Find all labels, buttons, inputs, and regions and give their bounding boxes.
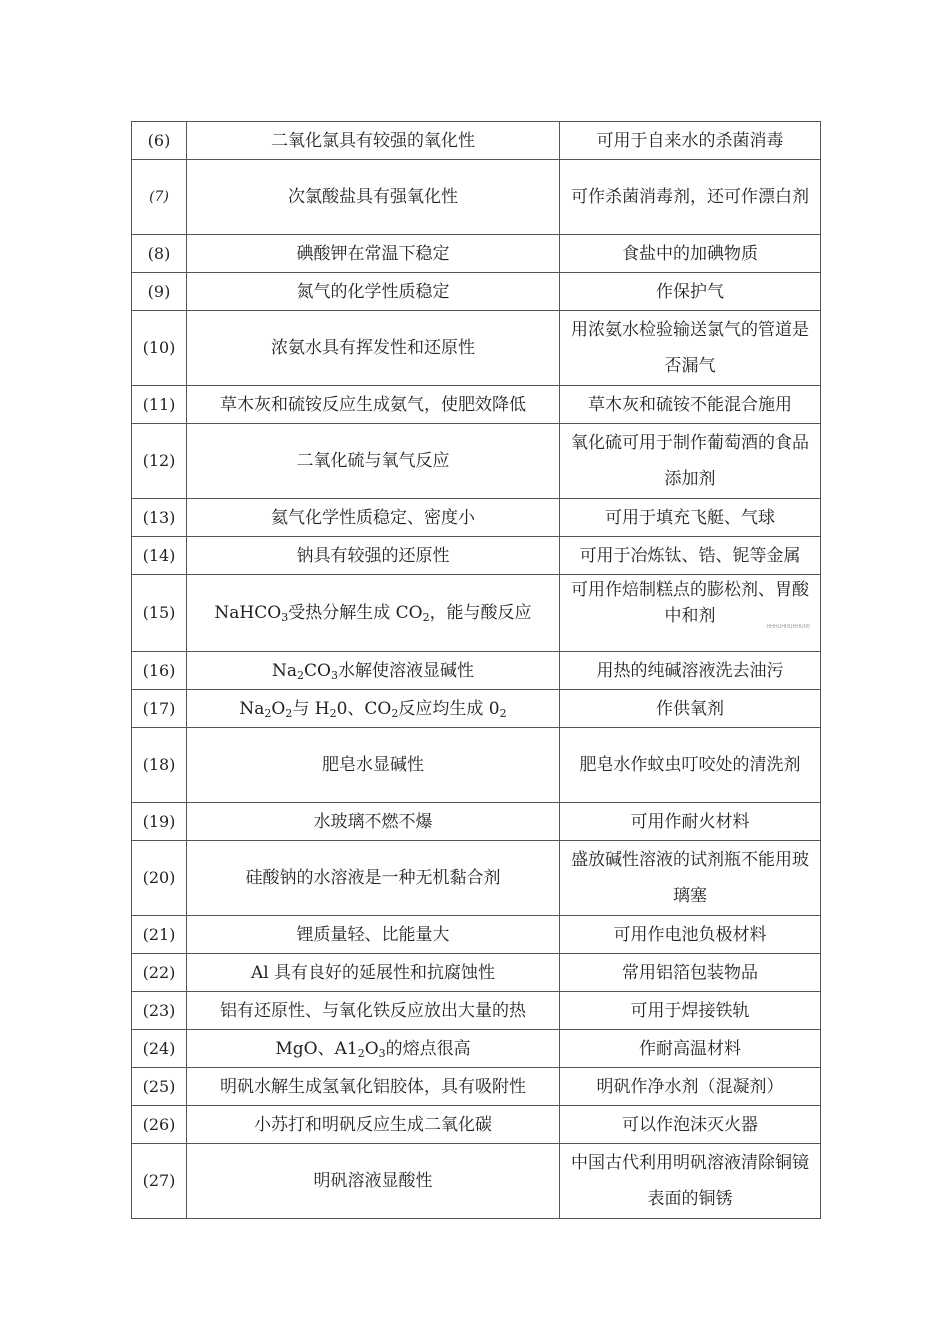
- properties-uses-table: [131, 121, 821, 1219]
- property-cell: 硅酸钠的水溶液是一种无机黏合剂: [187, 841, 560, 916]
- property-cell: [187, 652, 560, 690]
- formula-subscript: 3: [281, 611, 289, 624]
- use-cell: 草木灰和硫铵不能混合施用: [560, 386, 821, 424]
- property-cell: 碘酸钾在常温下稳定: [187, 235, 560, 273]
- row-number: (26): [132, 1106, 187, 1144]
- use-cell: [560, 575, 821, 652]
- property-cell: 明矾水解生成氢氧化铝胶体，具有吸附性: [187, 1068, 560, 1106]
- table-row: [132, 160, 821, 235]
- formula-part: ，能与酸反应: [429, 603, 532, 623]
- formula-subscript: 2: [285, 706, 293, 720]
- formula-subscript: 2: [499, 706, 507, 720]
- property-cell: 钠具有较强的还原性: [187, 537, 560, 575]
- property-cell: 小苏打和明矾反应生成二氧化碳: [187, 1106, 560, 1144]
- property-cell: 水玻璃不燃不爆: [187, 803, 560, 841]
- table-row: [132, 1144, 821, 1219]
- use-cell: 作耐高温材料: [560, 1030, 821, 1068]
- row-number: (12): [132, 424, 187, 499]
- table-row: [132, 728, 821, 803]
- formula-subscript: 2: [391, 706, 399, 720]
- use-cell: 可以作泡沫灭火器: [560, 1106, 821, 1144]
- row-number: (16): [132, 652, 187, 690]
- table-row: [132, 537, 821, 575]
- row-number: (24): [132, 1030, 187, 1068]
- formula-part: NaHCO: [214, 603, 282, 623]
- formula-subscript: 3: [330, 668, 338, 682]
- table-row: [132, 235, 821, 273]
- row-number: (27): [132, 1144, 187, 1219]
- property-cell: 铝有还原性、与氧化铁反应放出大量的热: [187, 992, 560, 1030]
- table-row: [132, 273, 821, 311]
- use-cell: 中国古代利用明矾溶液清除铜镜表面的铜锈: [560, 1144, 821, 1219]
- row-number: (6): [132, 122, 187, 160]
- use-cell: 作保护气: [560, 273, 821, 311]
- use-cell: 肥皂水作蚊虫叮咬处的清洗剂: [560, 728, 821, 803]
- formula-subscript: 2: [422, 611, 430, 624]
- use-cell: [560, 537, 821, 575]
- row-number: (17): [132, 690, 187, 728]
- formula-part: O: [271, 698, 286, 719]
- use-cell: 可作杀菌消毒剂，还可作漂白剂: [560, 160, 821, 235]
- property-cell: Al 具有良好的延展性和抗腐蚀性: [187, 954, 560, 992]
- formula-part: 的熔点很高: [385, 1038, 471, 1059]
- row-number: (23): [132, 992, 187, 1030]
- property-cell: 明矾溶液显酸性: [187, 1144, 560, 1219]
- table-row: [132, 386, 821, 424]
- use-cell: 盛放碱性溶液的试剂瓶不能用玻璃塞: [560, 841, 821, 916]
- use-cell: 可用于焊接铁轨: [560, 992, 821, 1030]
- formula-part: MgO、A1: [275, 1038, 358, 1059]
- table-row: [132, 122, 821, 160]
- formula-part: 反应均生成 0: [398, 698, 500, 719]
- row-number: (14): [132, 537, 187, 575]
- row-number: (20): [132, 841, 187, 916]
- formula-part: 0、CO: [336, 698, 392, 719]
- use-cell: 氧化硫可用于制作葡萄酒的食品添加剂: [560, 424, 821, 499]
- watermark-stamp: HHHUHHUHHU00: [766, 624, 810, 630]
- formula-subscript: 2: [297, 668, 305, 682]
- table-row: [132, 311, 821, 386]
- table-row: [132, 652, 821, 690]
- formula-part: Na: [239, 698, 265, 719]
- table-row: [132, 841, 821, 916]
- property-cell: 次氯酸盐具有强氧化性: [187, 160, 560, 235]
- property-cell: [187, 575, 560, 652]
- table-row: [132, 954, 821, 992]
- property-cell: [187, 690, 560, 728]
- use-cell: 用浓氨水检验输送氯气的管道是否漏气: [560, 311, 821, 386]
- use-cell: 用热的纯碱溶液洗去油污: [560, 652, 821, 690]
- formula-subscript: 2: [264, 706, 272, 720]
- formula-part: CO: [304, 660, 331, 681]
- property-cell: 锂质量轻、比能量大: [187, 916, 560, 954]
- formula-part: 受热分解生成 CO: [288, 603, 423, 623]
- table-row: [132, 803, 821, 841]
- property-cell: [187, 1030, 560, 1068]
- use-text: 可用于冶炼钛、锆、铌等金属: [579, 545, 801, 566]
- row-number: (7): [132, 160, 187, 235]
- formula-subscript: 3: [378, 1046, 386, 1060]
- property-cell: 氮气的化学性质稳定: [187, 273, 560, 311]
- formula-part: O: [364, 1038, 379, 1059]
- table-row: [132, 499, 821, 537]
- row-number: (19): [132, 803, 187, 841]
- table-row: [132, 1106, 821, 1144]
- property-cell: 肥皂水显碱性: [187, 728, 560, 803]
- use-cell: 可用作耐火材料: [560, 803, 821, 841]
- table-row: [132, 1068, 821, 1106]
- row-number: (11): [132, 386, 187, 424]
- table-row: [132, 992, 821, 1030]
- property-cell: 草木灰和硫铵反应生成氨气，使肥效降低: [187, 386, 560, 424]
- row-number: (18): [132, 728, 187, 803]
- property-cell: 二氧化氯具有较强的氧化性: [187, 122, 560, 160]
- use-cell: 作供氧剂: [560, 690, 821, 728]
- use-text: 可用作焙制糕点的膨松剂、胃酸中和剂: [571, 580, 809, 626]
- row-number: (25): [132, 1068, 187, 1106]
- formula-part: 与 H: [292, 698, 330, 719]
- row-number: (15): [132, 575, 187, 652]
- use-cell: 明矾作净水剂（混凝剂）: [560, 1068, 821, 1106]
- row-number: (22): [132, 954, 187, 992]
- formula-part: Na: [272, 660, 298, 681]
- table-row: [132, 575, 821, 652]
- table-row: [132, 690, 821, 728]
- use-cell: 可用于填充飞艇、气球: [560, 499, 821, 537]
- use-cell: 食盐中的加碘物质: [560, 235, 821, 273]
- formula-part: 水解使溶液显碱性: [337, 660, 474, 681]
- property-cell: 氦气化学性质稳定、密度小: [187, 499, 560, 537]
- formula-subscript: 2: [329, 706, 337, 720]
- row-number: (9): [132, 273, 187, 311]
- use-cell: 常用铝箔包装物品: [560, 954, 821, 992]
- table-row: [132, 424, 821, 499]
- row-number: (13): [132, 499, 187, 537]
- row-number: (21): [132, 916, 187, 954]
- use-cell: 可用作电池负极材料: [560, 916, 821, 954]
- row-number: (10): [132, 311, 187, 386]
- formula-subscript: 2: [357, 1046, 365, 1060]
- row-number: (8): [132, 235, 187, 273]
- property-cell: 浓氨水具有挥发性和还原性: [187, 311, 560, 386]
- table-row: [132, 1030, 821, 1068]
- table-row: [132, 916, 821, 954]
- use-cell: 可用于自来水的杀菌消毒: [560, 122, 821, 160]
- property-cell: 二氧化硫与氧气反应: [187, 424, 560, 499]
